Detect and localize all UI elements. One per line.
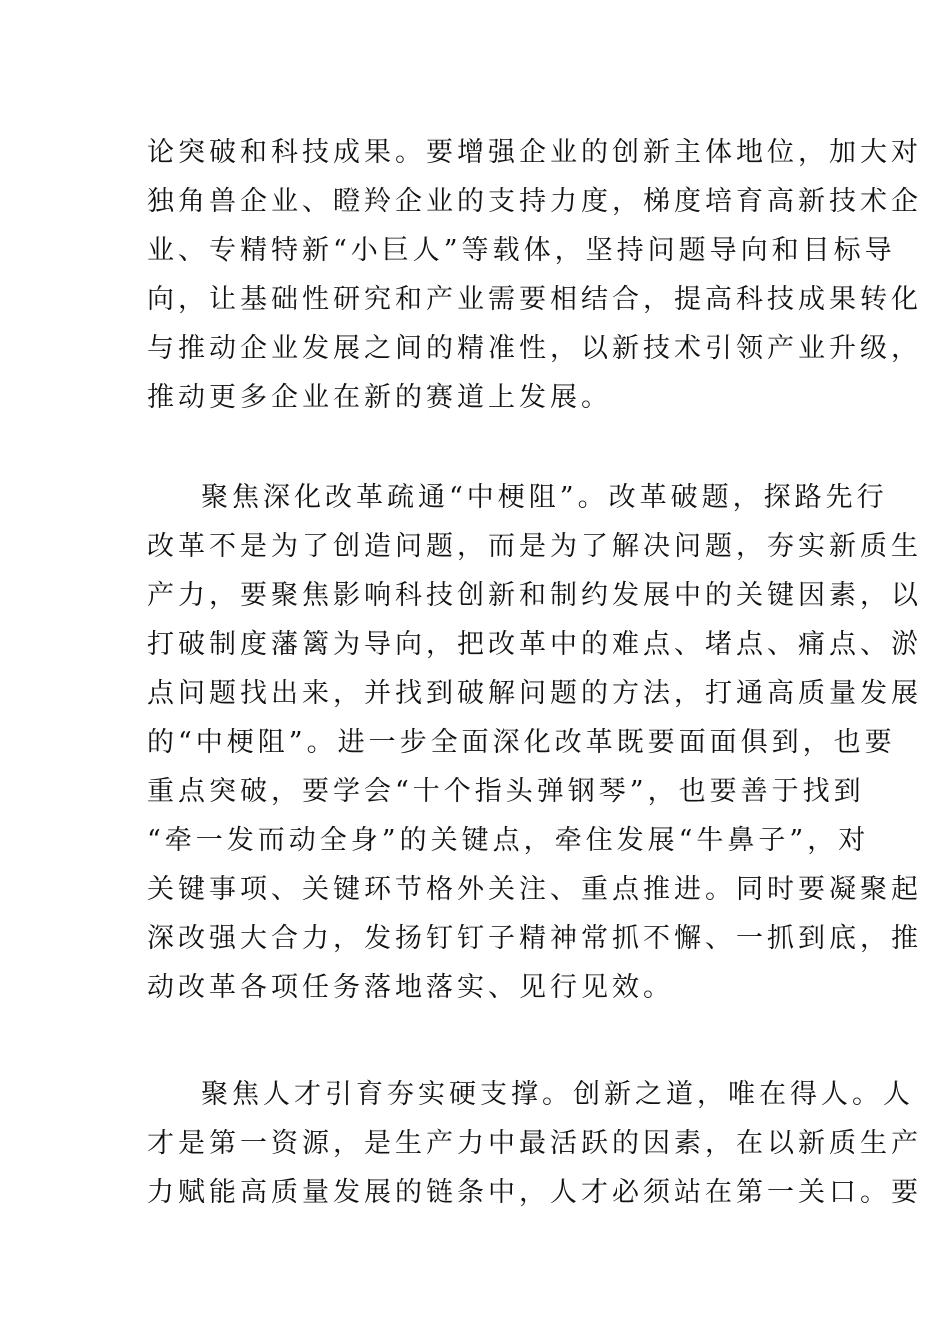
paragraph-line: 向，让基础性研究和产业需要相结合，提高科技成果转化 <box>147 284 922 315</box>
paragraph-2 <box>147 473 922 1012</box>
paragraph-line: 推动更多企业在新的赛道上发展。 <box>147 382 612 413</box>
paragraph-line: 论突破和科技成果。要增强企业的创新主体地位，加大对 <box>147 137 922 168</box>
paragraph-line: 点问题找出来，并找到破解问题的方法，打通高质量发展 <box>147 678 922 709</box>
paragraph-line: 改革不是为了创造问题，而是为了解决问题，夯实新质生 <box>147 531 922 562</box>
paragraph-line: 深改强大合力，发扬钉钉子精神常抓不懈、一抓到底，推 <box>147 923 922 954</box>
paragraph-1 <box>147 128 922 422</box>
paragraph-line: 的“中梗阻”。进一步全面深化改革既要面面俱到，也要 <box>147 727 896 758</box>
paragraph-line: 业、专精特新“小巨人”等载体，坚持问题导向和目标导 <box>147 235 896 266</box>
paragraph-line: 与推动企业发展之间的精准性，以新技术引领产业升级， <box>147 333 922 364</box>
paragraph-line: 力赋能高质量发展的链条中，人才必须站在第一关口。要 <box>147 1177 922 1208</box>
paragraph-heading-line: 聚焦人才引育夯实硬支撑。创新之道，唯在得人。人 <box>201 1079 914 1110</box>
paragraph-line: “牵一发而动全身”的关键点，牵住发展“牛鼻子”，对 <box>147 825 870 856</box>
paragraph-3 <box>147 1070 922 1217</box>
paragraph-line: 动改革各项任务落地落实、见行见效。 <box>147 972 674 1003</box>
paragraph-heading-line: 聚焦深化改革疏通“中梗阻”。改革破题，探路先行 <box>201 482 888 513</box>
paragraph-line: 独角兽企业、瞪羚企业的支持力度，梯度培育高新技术企 <box>147 186 922 217</box>
paragraph-line: 打破制度藩篱为导向，把改革中的难点、堵点、痛点、淤 <box>147 629 922 660</box>
paragraph-line: 重点突破，要学会“十个指头弹钢琴”，也要善于找到 <box>147 776 865 807</box>
paragraph-line: 关键事项、关键环节格外关注、重点推进。同时要凝聚起 <box>147 874 922 905</box>
paragraph-line: 产力，要聚焦影响科技创新和制约发展中的关键因素，以 <box>147 580 922 611</box>
paragraph-line: 才是第一资源，是生产力中最活跃的因素，在以新质生产 <box>147 1128 922 1159</box>
